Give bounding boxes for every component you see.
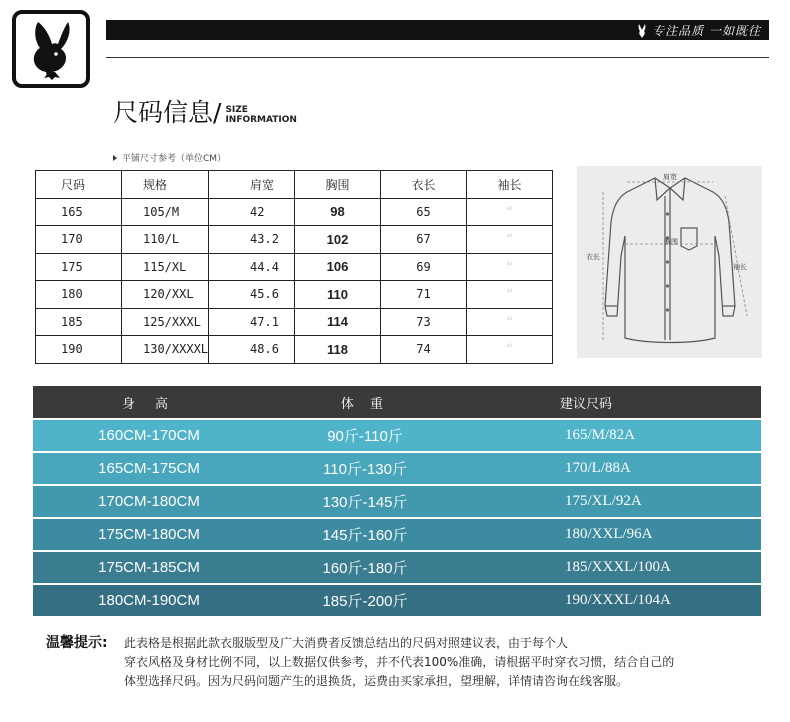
brand-slogan [636,22,761,39]
header-shoulder: 肩宽 [209,171,295,199]
cell-shoulder: 43.2 [209,226,295,254]
header-spec: 规格 [122,171,209,199]
title-en [225,105,297,128]
rabbit-head-logo-icon [16,14,86,84]
size-table [35,170,553,364]
cell-sleeve: “ [467,308,553,336]
cell-size: 180 [36,281,122,309]
cell-length: 65 [381,198,467,226]
recommendation-header [33,386,761,418]
cell-recommended-size: 185/XXXL/100A [565,559,671,575]
cell-spec: 110/L [122,226,209,254]
cell-chest: 118 [295,336,381,364]
cell-weight: 145斤-160斤 [322,527,408,544]
header-recommended-size: 建议尺码 [560,396,613,412]
cell-weight: 110斤-130斤 [323,461,407,478]
cell-length: 71 [381,281,467,309]
table-row [36,253,553,281]
cell-length: 74 [381,336,467,364]
cell-sleeve: “ [467,281,553,309]
title-en-line1: SIZE [225,105,248,115]
slogan-text: 专注品质 一如既往 [652,24,761,38]
table-row [33,420,761,451]
measurement-note-text: 平铺尺寸参考（单位CM） [122,154,227,164]
cell-recommended-size: 190/XXXL/104A [565,592,671,608]
tips-text-line2: 穿衣风格及身材比例不同，以上数据仅供参考，并不代表100%准确，请根据平时穿衣习惯，结合自己的 [124,655,675,669]
title-en-line2: INFORMATION [225,115,297,125]
cell-shoulder: 45.6 [209,281,295,309]
cell-spec: 125/XXXL [122,308,209,336]
header-size: 尺码 [36,171,122,199]
cell-spec: 105/M [122,198,209,226]
cell-size: 170 [36,226,122,254]
brand-logo [12,10,90,88]
table-row [36,336,553,364]
cell-size: 185 [36,308,122,336]
section-title [113,98,297,128]
size-table-header [36,171,553,199]
cell-chest: 110 [295,281,381,309]
cell-height: 160CM-170CM [98,427,200,444]
cell-sleeve: “ [467,226,553,254]
title-cn: 尺码信息/ [113,98,222,127]
cell-height: 165CM-175CM [98,460,200,477]
cell-chest: 114 [295,308,381,336]
cell-recommended-size: 175/XL/92A [565,493,642,509]
cell-length: 69 [381,253,467,281]
cell-spec: 130/XXXXL [122,336,209,364]
cell-spec: 120/XXL [122,281,209,309]
table-row [36,198,553,226]
table-row [33,585,761,616]
cell-weight: 185斤-200斤 [322,593,408,610]
cell-sleeve: “ [467,336,553,364]
cell-height: 180CM-190CM [98,592,200,609]
diagram-label-chest: 胸围 [664,238,678,246]
table-row [36,308,553,336]
size-recommendation-table [33,386,761,616]
tips-text-line1: 此表格是根据此款衣服版型及广大消费者反馈总结出的尺码对照建议表，由于每个人 [124,636,569,650]
cell-height: 170CM-180CM [98,493,200,510]
table-row [36,281,553,309]
tips-label: 温馨提示: [46,635,108,651]
header-sleeve: 袖长 [467,171,553,199]
cell-weight: 90斤-110斤 [327,428,403,445]
header-height: 身 高 [121,396,177,412]
cell-weight: 160斤-180斤 [322,560,408,577]
cell-size: 175 [36,253,122,281]
table-row [33,552,761,583]
rabbit-icon [636,24,648,38]
measurement-note [113,151,226,164]
table-row [36,226,553,254]
cell-recommended-size: 165/M/82A [565,427,636,443]
cell-spec: 115/XL [122,253,209,281]
header-chest: 胸围 [295,171,381,199]
triangle-bullet-icon [113,155,117,161]
cell-size: 165 [36,198,122,226]
cell-recommended-size: 170/L/88A [565,460,631,476]
cell-shoulder: 42 [209,198,295,226]
cell-shoulder: 47.1 [209,308,295,336]
cell-chest: 98 [295,198,381,226]
cell-size: 190 [36,336,122,364]
cell-weight: 130斤-145斤 [322,494,408,511]
cell-sleeve: “ [467,253,553,281]
cell-height: 175CM-185CM [98,559,200,576]
shirt-measurement-diagram [577,166,762,358]
cell-chest: 102 [295,226,381,254]
diagram-label-sleeve: 袖长 [733,263,747,271]
header-weight: 体 重 [340,396,390,412]
cell-shoulder: 44.4 [209,253,295,281]
cell-height: 175CM-180CM [98,526,200,543]
cell-chest: 106 [295,253,381,281]
cell-length: 73 [381,308,467,336]
cell-shoulder: 48.6 [209,336,295,364]
header-length: 衣长 [381,171,467,199]
diagram-label-shoulder: 肩宽 [663,173,677,181]
table-row [33,453,761,484]
header-divider [106,57,769,58]
table-row [33,519,761,550]
tips-text-line3: 体型选择尺码。因为尺码问题产生的退换货，运费由买家承担，望理解，详情请咨询在线客服。 [124,674,629,688]
table-row [33,486,761,517]
diagram-label-length: 衣长 [586,253,600,261]
cell-recommended-size: 180/XXL/96A [565,526,653,542]
cell-sleeve: “ [467,198,553,226]
header-bar [106,20,769,40]
cell-length: 67 [381,226,467,254]
